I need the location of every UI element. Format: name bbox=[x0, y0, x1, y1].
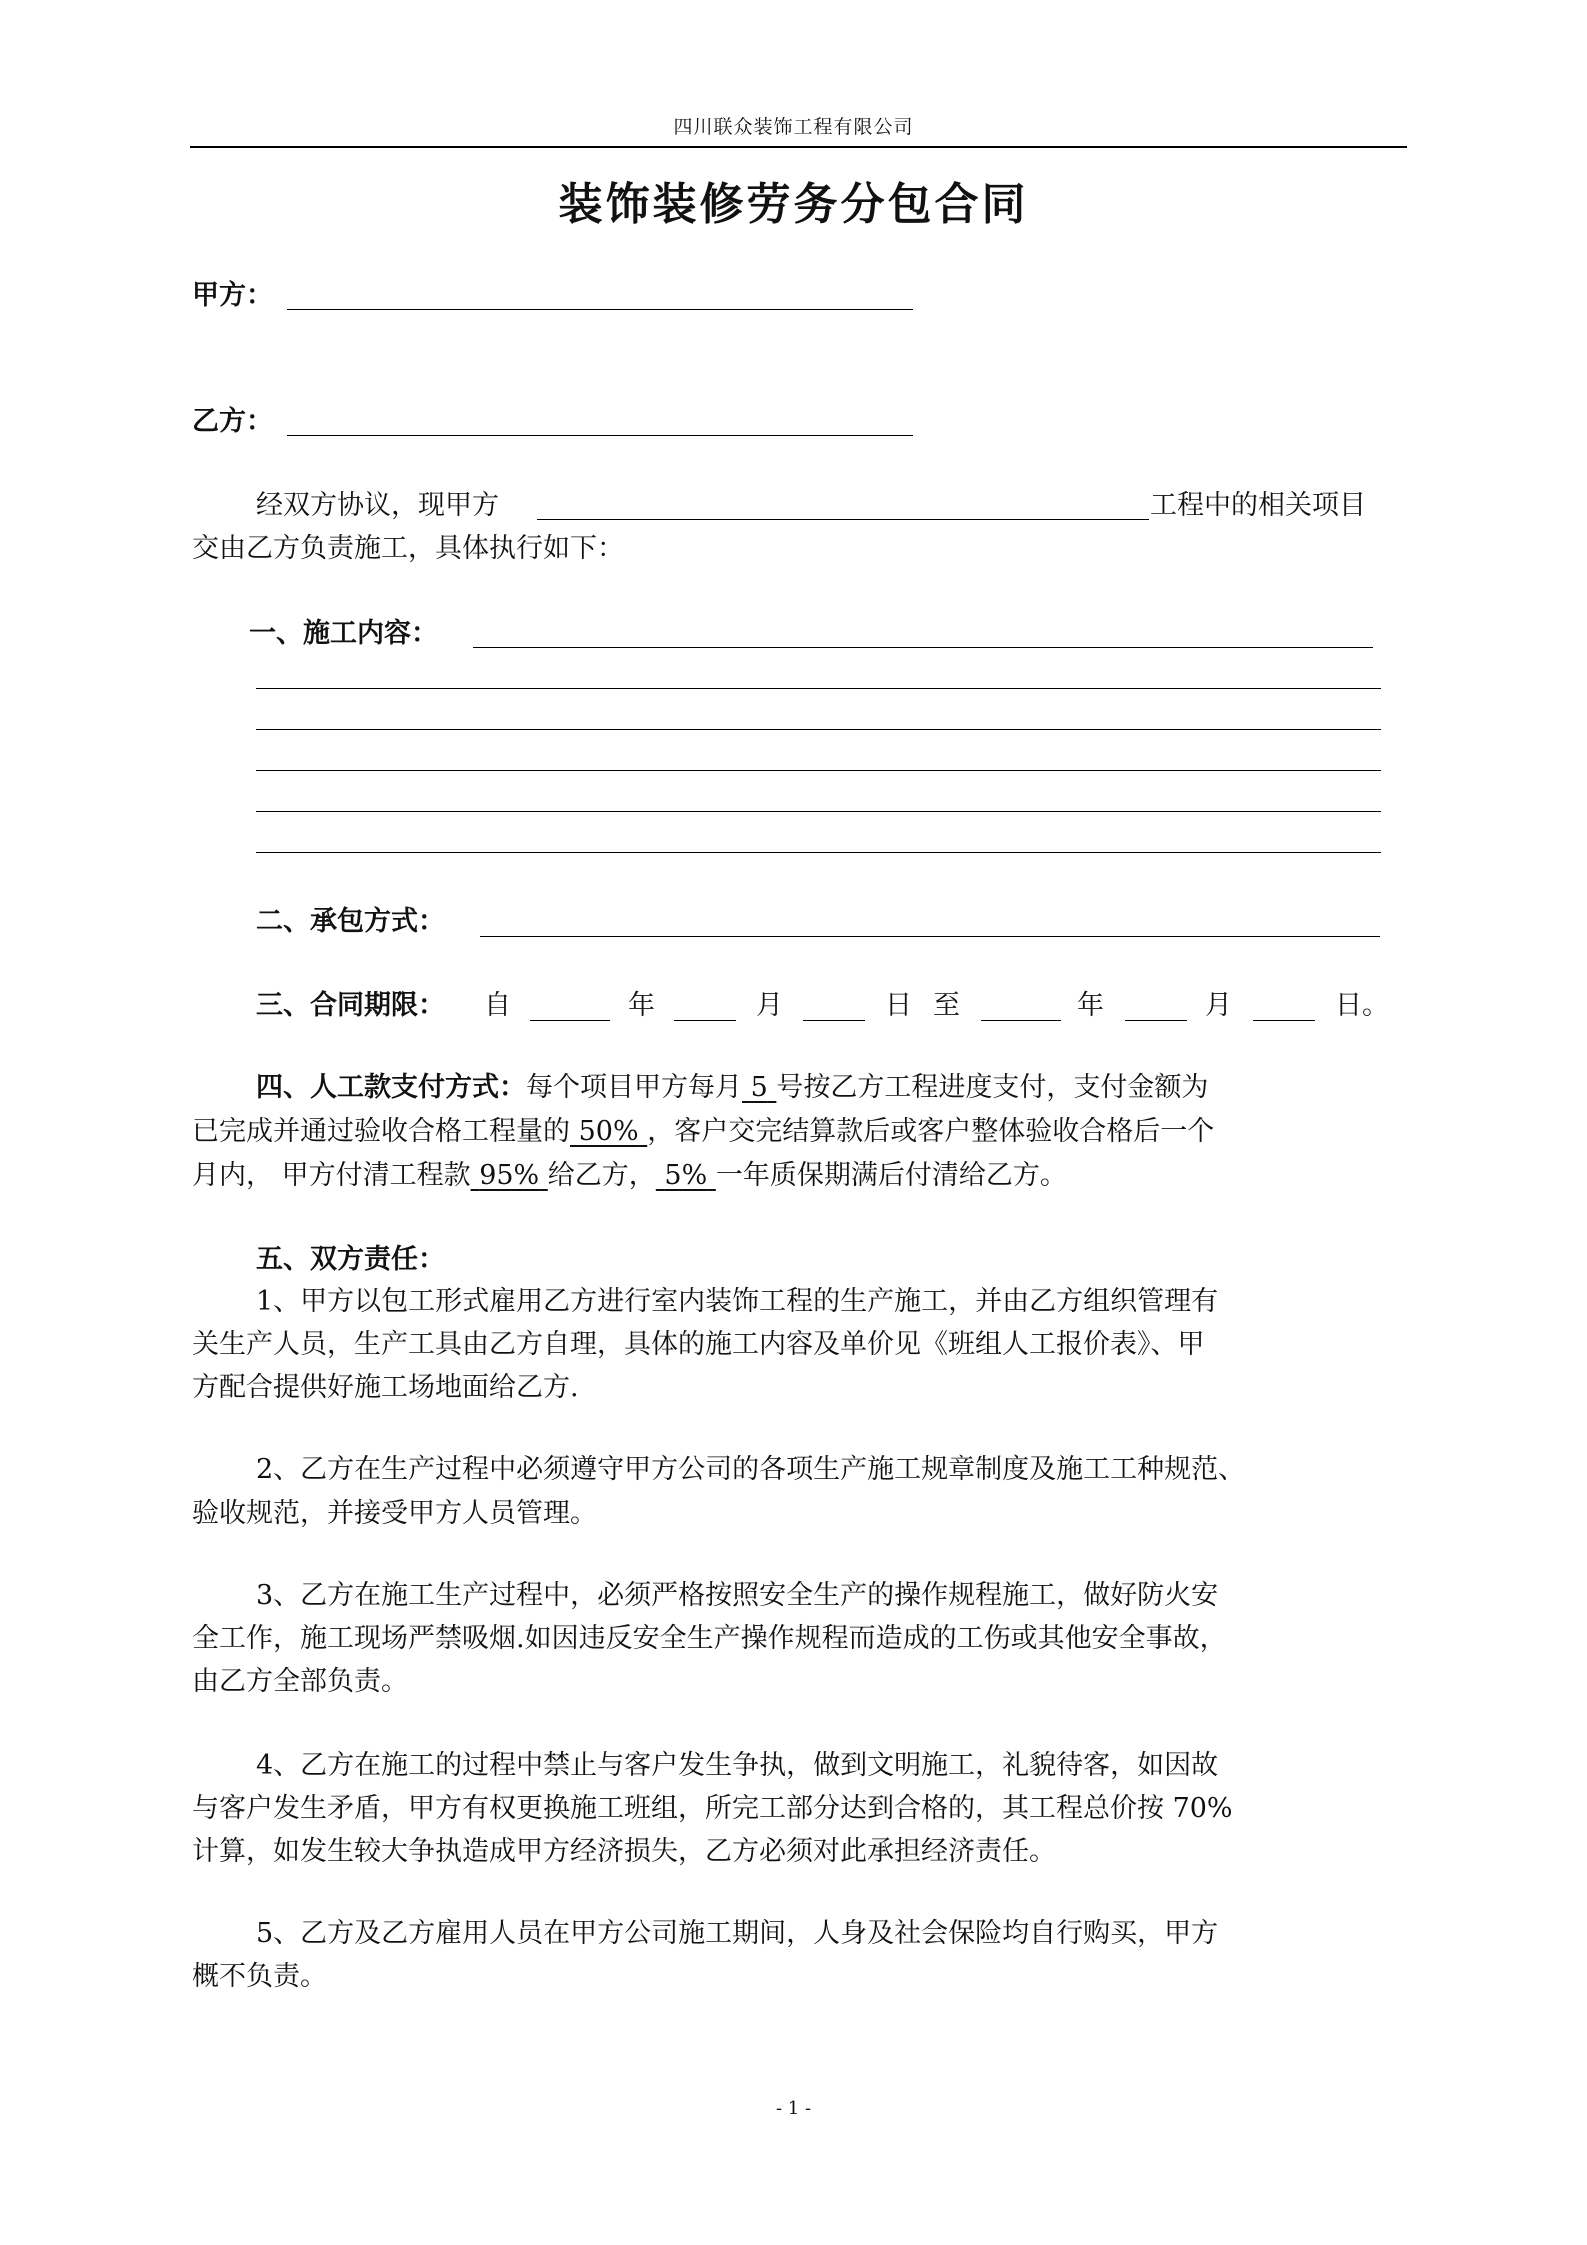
period-to-text: 至 bbox=[933, 990, 960, 1021]
start-day-text: 日 bbox=[885, 990, 912, 1021]
final-payment-percentage[interactable] bbox=[471, 1160, 548, 1191]
section-2-label: 二、承包方式： bbox=[256, 906, 445, 937]
party-b-blank[interactable] bbox=[287, 435, 913, 436]
intro-text-2: 工程中的相关项目 bbox=[1150, 490, 1366, 521]
end-month-blank[interactable] bbox=[1125, 1020, 1187, 1021]
duty-3-line-1: 3、乙方在施工生产过程中，必须严格按照安全生产的操作规程施工，做好防火安 bbox=[256, 1580, 1219, 1611]
duty-5-line-1: 5、乙方及乙方雇用人员在甲方公司施工期间，人身及社会保险均自行购买，甲方 bbox=[256, 1918, 1219, 1949]
start-day-blank[interactable] bbox=[803, 1020, 865, 1021]
section-4-line-3 bbox=[192, 1154, 1067, 1198]
acceptance-percentage[interactable] bbox=[570, 1116, 647, 1147]
duty-5-line-2: 概不负责。 bbox=[192, 1961, 327, 1992]
duty-4-line-3: 计算，如发生较大争执造成甲方经济损失，乙方必须对此承担经济责任。 bbox=[192, 1836, 1056, 1867]
start-year-text: 年 bbox=[628, 990, 655, 1021]
section-4-line-2 bbox=[192, 1110, 1214, 1154]
end-year-text: 年 bbox=[1077, 990, 1104, 1021]
header-divider bbox=[190, 146, 1407, 148]
end-day-text: 日。 bbox=[1335, 990, 1389, 1021]
duty-2-line-2: 验收规范，并接受甲方人员管理。 bbox=[192, 1498, 597, 1529]
duty-3-line-2: 全工作，施工现场严禁吸烟.如因违反安全生产操作规程而造成的工伤或其他安全事故， bbox=[192, 1623, 1227, 1654]
duty-1-line-1: 1、甲方以包工形式雇用乙方进行室内装饰工程的生产施工，并由乙方组织管理有 bbox=[256, 1286, 1219, 1317]
payment-text-1b: 号按乙方工程进度支付，支付金额为 bbox=[776, 1072, 1209, 1103]
payment-day-number: 5 bbox=[750, 1072, 768, 1103]
duty-2-line-1: 2、乙方在生产过程中必须遵守甲方公司的各项生产施工规章制度及施工工种规范、 bbox=[256, 1454, 1246, 1485]
intro-text-3: 交由乙方负责施工，具体执行如下： bbox=[192, 533, 624, 564]
end-month-text: 月 bbox=[1205, 990, 1232, 1021]
document-title: 装饰装修劳务分包合同 bbox=[558, 179, 1029, 230]
section-4-label: 四、人工款支付方式： bbox=[256, 1072, 526, 1103]
work-content-blank-5[interactable] bbox=[256, 811, 1381, 812]
period-from-text: 自 bbox=[484, 990, 511, 1021]
section-4-line-1 bbox=[256, 1066, 1208, 1110]
warranty-percentage-value: 5% bbox=[664, 1160, 708, 1191]
end-day-blank[interactable] bbox=[1253, 1020, 1315, 1021]
company-header: 四川联众装饰工程有限公司 bbox=[673, 116, 914, 138]
start-month-text: 月 bbox=[756, 990, 783, 1021]
section-1-label: 一、施工内容： bbox=[249, 618, 438, 649]
intro-text-1: 经双方协议，现甲方 bbox=[256, 490, 499, 521]
acceptance-percentage-value: 50% bbox=[578, 1116, 639, 1147]
payment-day-value[interactable] bbox=[742, 1072, 776, 1103]
work-content-blank-3[interactable] bbox=[256, 729, 1381, 730]
payment-text-2a: 已完成并通过验收合格工程量的 bbox=[192, 1116, 570, 1147]
duty-4-line-2: 与客户发生矛盾，甲方有权更换施工班组，所完工部分达到合格的，其工程总价按 70% bbox=[192, 1793, 1233, 1824]
work-content-blank-1[interactable] bbox=[473, 647, 1373, 648]
duty-1-line-3: 方配合提供好施工场地面给乙方. bbox=[192, 1372, 579, 1403]
payment-text-3b: 给乙方， bbox=[547, 1160, 656, 1191]
end-year-blank[interactable] bbox=[981, 1020, 1061, 1021]
section-3-label: 三、合同期限： bbox=[256, 990, 445, 1021]
payment-text-3c: 一年质保期满后付清给乙方。 bbox=[715, 1160, 1067, 1191]
work-content-blank-4[interactable] bbox=[256, 770, 1381, 771]
final-payment-percentage-value: 95% bbox=[479, 1160, 540, 1191]
duty-1-line-2: 关生产人员，生产工具由乙方自理，具体的施工内容及单价见《班组人工报价表》、甲 bbox=[192, 1329, 1205, 1360]
start-month-blank[interactable] bbox=[674, 1020, 736, 1021]
project-name-blank[interactable] bbox=[537, 519, 1149, 520]
duty-3-line-3: 由乙方全部负责。 bbox=[192, 1666, 408, 1697]
payment-text-1a: 每个项目甲方每月 bbox=[526, 1072, 742, 1103]
party-a-blank[interactable] bbox=[287, 309, 913, 310]
party-a-label: 甲方： bbox=[192, 280, 273, 311]
work-content-blank-2[interactable] bbox=[256, 688, 1381, 689]
payment-text-2b: ，客户交完结算款后或客户整体验收合格后一个 bbox=[647, 1116, 1215, 1147]
start-year-blank[interactable] bbox=[530, 1020, 610, 1021]
party-b-label: 乙方： bbox=[192, 406, 273, 437]
payment-text-3a: 月内， 甲方付清工程款 bbox=[192, 1160, 471, 1191]
page-number: - 1 - bbox=[775, 2098, 812, 2119]
contract-method-blank[interactable] bbox=[480, 936, 1380, 937]
duty-4-line-1: 4、乙方在施工的过程中禁止与客户发生争执，做到文明施工，礼貌待客，如因故 bbox=[256, 1750, 1219, 1781]
warranty-percentage[interactable] bbox=[656, 1160, 716, 1191]
work-content-blank-6[interactable] bbox=[256, 852, 1381, 853]
section-5-label: 五、双方责任： bbox=[256, 1244, 445, 1275]
